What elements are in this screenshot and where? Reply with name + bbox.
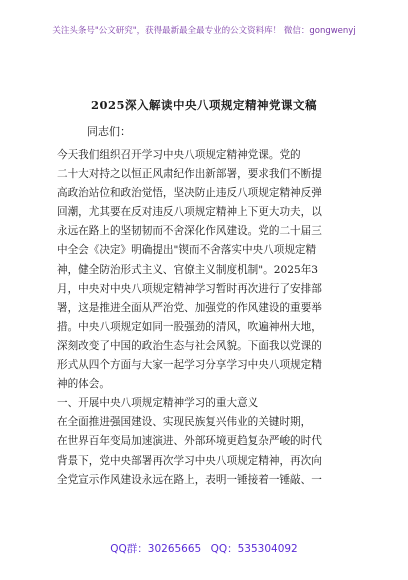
document-title: 2025深入解读中央八项规定精神党课文稿 xyxy=(90,98,317,112)
text-line: 今天我们组织召开学习中央八项规定精神党课。党的 xyxy=(57,149,301,161)
banner-text: 关注头条号"公文研究"，获得最新最全最专业的公文资料库！ xyxy=(52,26,282,36)
text-line: 神的体会。 xyxy=(57,378,110,391)
text-line: 全党宣示作风建设永远在路上，表明一锤接着一锤敲、一 xyxy=(57,473,322,486)
text-line: 中全会《决定》明确提出"锲而不舍落实中央八项规定精 xyxy=(57,244,317,257)
body-text xyxy=(57,146,354,490)
text-line: 二十大对持之以恒正风肃纪作出新部署，要求我们不断提 xyxy=(57,168,322,181)
text-line: 月，中央对中央八项规定精神学习暂时再次进行了安排部 xyxy=(57,282,322,295)
footer-contact xyxy=(0,541,408,556)
text-line: 署，这是推进全面从严治党、加强党的作风建设的重要举 xyxy=(57,301,322,314)
text-line: 深刻改变了中国的政治生态与社会风貌。下面我以党课的 xyxy=(57,339,322,352)
text-line: 措。中央八项规定如同一股强劲的清风，吹遍神州大地， xyxy=(57,320,322,333)
text-line: 形式从四个方面与大家一起学习分享学习中央八项规定精 xyxy=(57,359,322,372)
footer-qq: QQ：535304092 xyxy=(210,543,298,555)
text-line: 神，健全防治形式主义、官僚主义制度机制"。2025年3 xyxy=(57,263,319,276)
salutation: 同志们： xyxy=(87,125,131,138)
section-heading: 一、开展中央八项规定精神学习的重大意义 xyxy=(57,397,259,410)
text-line: 永远在路上的坚韧韧而不舍深化作风建设。党的二十届三 xyxy=(57,225,322,238)
text-line: 在全面推进强国建设、实现民族复兴伟业的关键时期， xyxy=(57,416,312,429)
footer-qq-group: QQ群：30265665 xyxy=(110,543,202,555)
text-line: 背景下，党中央部署再次学习中央八项规定精神，再次向 xyxy=(57,454,322,467)
text-line: 在世界百年变局加速演进、外部环境更趋复杂严峻的时代 xyxy=(57,435,322,448)
text-line: 高政治站位和政治觉悟，坚决防止违反八项规定精神反弹 xyxy=(57,187,322,200)
top-banner xyxy=(0,24,408,36)
text-line: 回潮，尤其要在反对违反八项规定精神上下更大功夫，以 xyxy=(57,206,322,219)
banner-wechat: 微信：gongwenyj xyxy=(283,26,356,36)
